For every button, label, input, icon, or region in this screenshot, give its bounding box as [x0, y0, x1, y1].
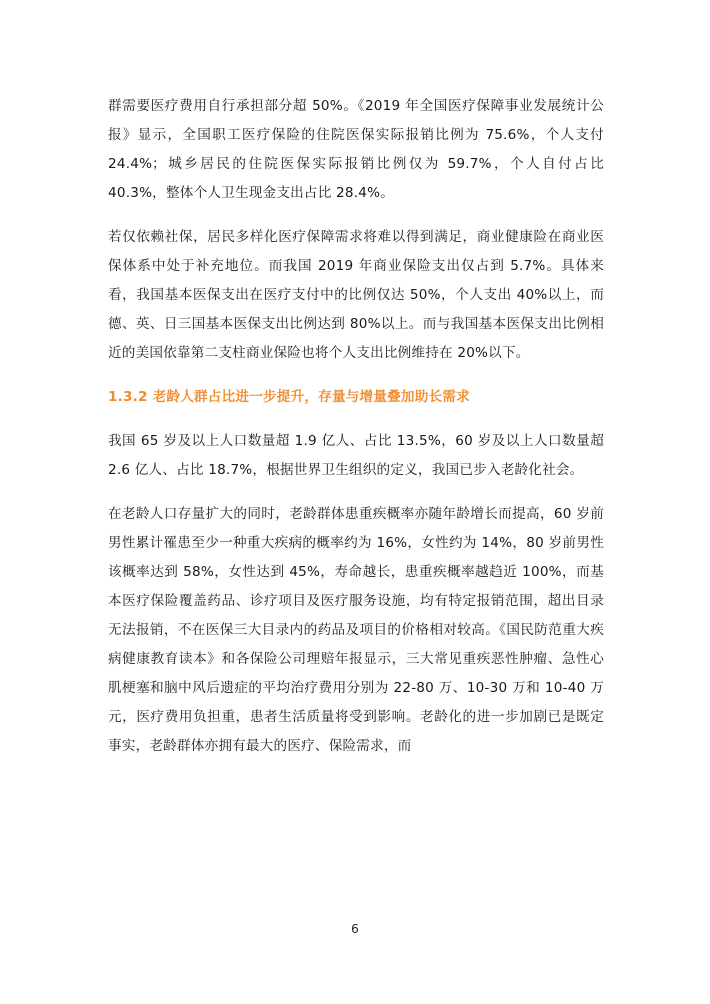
- document-body: [108, 92, 604, 776]
- section-heading: 1.3.2 老龄人群占比进一步提升，存量与增量叠加助长需求: [108, 389, 470, 405]
- page-number: 6: [351, 922, 359, 936]
- paragraph-critical-illness: 在老龄人口存量扩大的同时，老龄群体患重疾概率亦随年龄增长而提高，60 岁前男性累计罹患至少一种重大疾病的概率约为 16%，女性约为 14%，80 岁前男性该概率达到 58%，女性达到 45%，寿命越长，患重疾概率越趋近 100%，而基本医疗保险覆盖药品、诊疗项目及医疗服务设施，均有特定报销范围，超出目录无法报销，不在医保三大目录内的药品及项目的价格相对较高。《国民防范重大疾病健康教育读本》和各保险公司理赔年报显示，三大常见重疾恶性肿瘤、急性心肌梗塞和脑中风后遗症的平均治疗费用分别为 22-80 万、10-30 万和 10-40 万元，医疗费用负担重，患者生活质量将受到影响。老龄化的进一步加剧已是既定事实，老龄群体亦拥有最大的医疗、保险需求，而: [108, 506, 604, 754]
- paragraph-aging-population: 我国 65 岁及以上人口数量超 1.9 亿人、占比 13.5%，60 岁及以上人口数量超 2.6 亿人、占比 18.7%，根据世界卫生组织的定义，我国已步入老龄化社会。: [108, 433, 604, 478]
- paragraph-commercial-insurance: 若仅依赖社保，居民多样化医疗保障需求将难以得到满足，商业健康险在商业医保体系中处于补充地位。而我国 2019 年商业保险支出仅占到 5.7%。具体来看，我国基本医保支出在医疗支付中的比例仅达 50%，个人支出 40%以上，而德、英、日三国基本医保支出比例达到 80%以上。而与我国基本医保支出比例相近的美国依靠第二支柱商业保险也将个人支出比例维持在 20%以下。: [108, 229, 604, 361]
- paragraph-medical-cost-share: 群需要医疗费用自行承担部分超 50%。《2019 年全国医疗保障事业发展统计公报》显示，全国职工医疗保险的住院医保实际报销比例为 75.6%，个人支付 24.4%；城乡居民的住院医保实际报销比例仅为 59.7%，个人自付占比 40.3%，整体个人卫生现金支出占比 28.4%。: [108, 98, 604, 201]
